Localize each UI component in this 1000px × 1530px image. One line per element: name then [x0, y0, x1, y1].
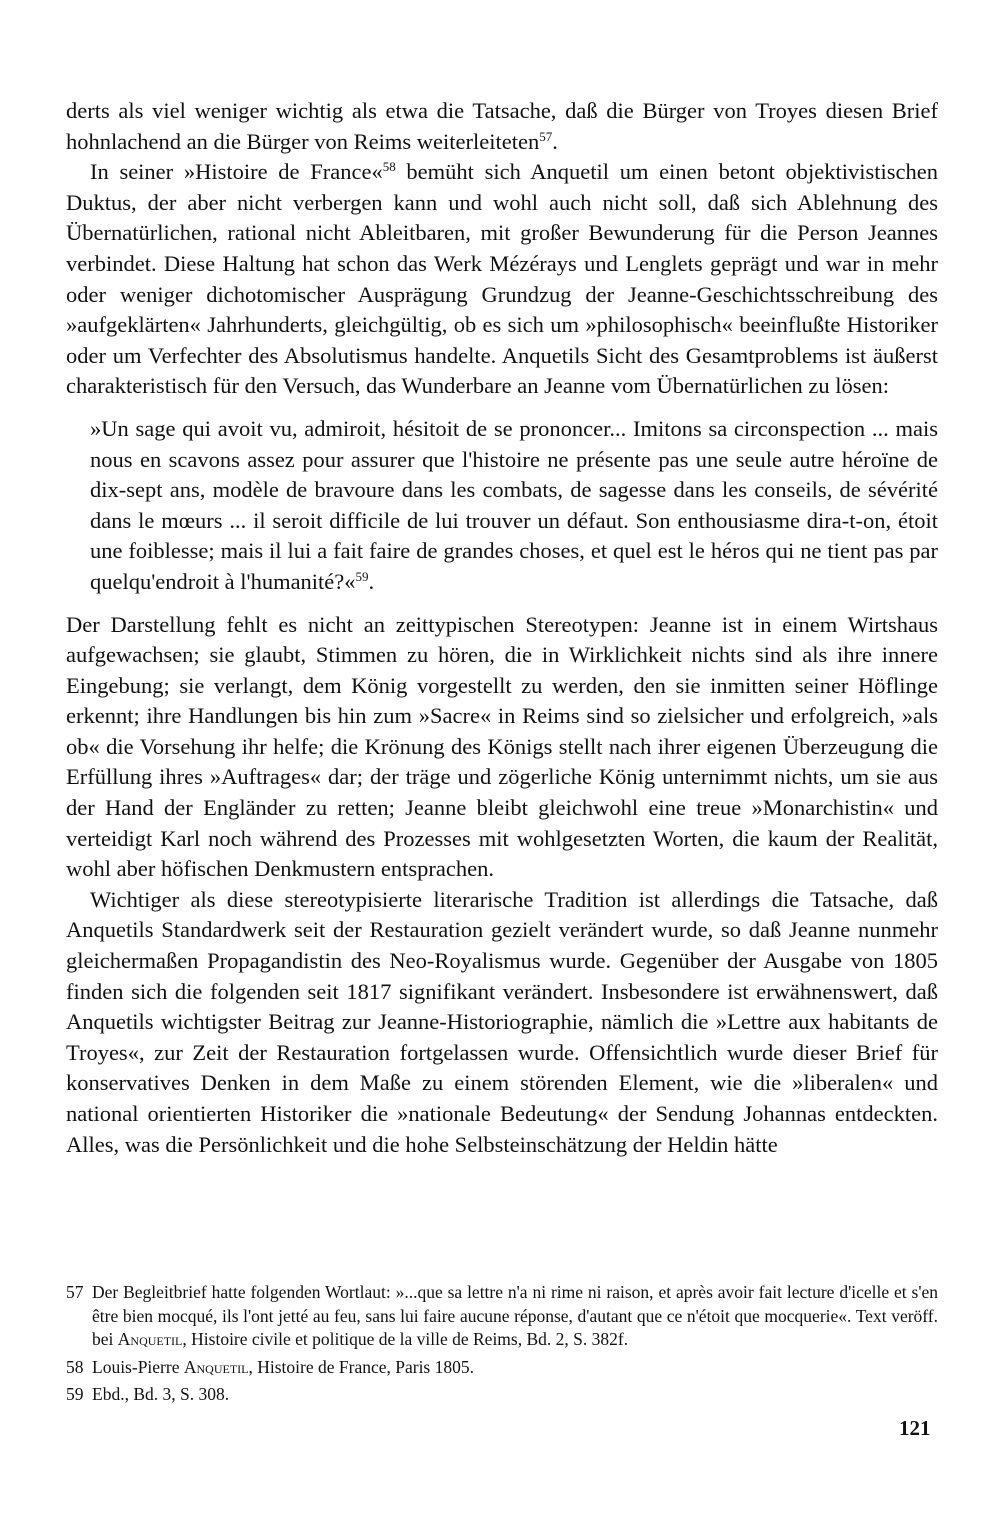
paragraph: Der Darstellung fehlt es nicht an zeittypischen Stereotypen: Jeanne ist in einem Wirtshaus aufgewachsen; sie glaubt, Stimmen zu hören, die in Wirklichkeit nichts sind als ihre innere Eingebung; sie verlangt, dem König vorgestellt zu werden, den sie inmitten seiner Höflinge erkennt; ihre Handlungen bis hin zum »Sacre« in Reims sind so zielsicher und erfolgreich, »als ob« die Vorsehung ihr helfe; die Krönung des Königs stellt nach ihrer eigenen Überzeugung die Erfüllung ihres »Auftrages« dar; der träge und zögerliche König unternimmt nichts, um sie aus der Hand der Engländer zu retten; Jeanne bleibt gleichwohl eine treue »Monarchistin« und verteidigt Karl noch während des Prozesses mit wohlgesetzten Worten, die kaum der Realität, wohl aber höfischen Denkmustern entsprachen.	[66, 611, 938, 882]
paragraph: In seiner »Histoire de France«$^{58}$ bemüht sich Anquetil um einen betont objektivistischen Duktus, der aber nicht verbergen kann und wohl auch nicht soll, daß sich Ablehnung des Übernatürlichen, rational nicht Ableitbaren, mit großer Bewunderung für die Person Jeannes verbindet. Diese Haltung hat schon das Werk Mézérays und Lenglets geprägt und war in mehr oder weniger dichotomischer Ausprägung Grundzug der Jeanne-Geschichtsschreibung des »aufgeklärten« Jahrhunderts, gleichgültig, ob es sich um »philosophisch« beeinflußte Historiker oder um Verfechter des Absolutismus handelte. Anquetils Sicht des Gesamtproblems ist äußerst charakteristisch für den Versuch, das Wunderbare an Jeanne vom Übernatürlichen zu lösen:	[66, 159, 938, 399]
footnote-number: 58	[66, 1356, 84, 1377]
page-number: 121	[899, 1416, 931, 1440]
paragraph: Wichtiger als diese stereotypisierte literarische Tradition ist allerdings die Tatsache, daß Anquetils Standardwerk seit der Restauration gezielt verändert wurde, so daß Jeanne nunmehr gleichermaßen Propagandistin des Neo-Royalismus wurde. Gegenüber der Ausgabe von 1805 finden sich die folgenden seit 1817 signifikant verändert. Insbesondere ist erwähnenswert, daß Anquetils wichtigster Beitrag zur Jeanne-Historiographie, nämlich die »Lettre aux habitants de Troyes«, zur Zeit der Restauration fortgelassen wurde. Offensichtlich wurde dieser Brief für konservatives Denken in dem Maße zu einem störenden Element, wie die »liberalen« und national orientierten Historiker die »nationale Bedeutung« der Sendung Johannas entdeckten. Alles, was die Persönlichkeit und die hohe Selbsteinschätzung der Heldin hätte	[66, 886, 938, 1157]
paragraph: derts als viel weniger wichtig als etwa die Tatsache, daß die Bürger von Troyes diesen Brief hohnlachend an die Bürger von Reims weiterleiteten$^{57}$.	[66, 98, 938, 154]
author-name: Anquetil	[117, 1329, 183, 1349]
footnote	[66, 1281, 938, 1352]
footnote-number: 59	[66, 1384, 84, 1404]
footnote	[66, 1383, 938, 1407]
footnote	[66, 1356, 938, 1380]
main-text	[66, 96, 938, 1160]
block-quote: »Un sage qui avoit vu, admiroit, hésitoit de se prononcer... Imitons sa circonspection ... mais nous en scavons assez pour assurer que l'histoire ne présente pas une seule autre héroïne de dix-sept ans, modèle de bravoure dans les combats, de sagesse dans les conseils, de sévérité dans le mœurs ... il seroit difficile de lui trouver un défaut. Son enthousiasme dira-t-on, étoit une foiblesse; mais il lui a fait faire de grandes choses, et quel est le héros qui ne tient pas par quelqu'endroit à l'humanité?«$^{59}$.	[90, 415, 938, 594]
author-name: Anquetil	[183, 1356, 249, 1377]
footnote-text: Der Begleitbrief hatte folgenden Wortlaut: »...que sa lettre n'a ni rime ni raison, et après avoir fait lecture d'icelle et s'en être bien mocqué, ils l'ont jetté au feu, sans lui faire aucune réponse, d'autant que ce n'étoit que mocquerie«. Text veröff. bei Anquetil, Histoire civile et politique de la ville de Reims, Bd. 2, S. 382f.	[92, 1282, 938, 1349]
footnote-text: Louis-Pierre Anquetil, Histoire de France, Paris 1805.	[92, 1356, 474, 1377]
footnotes	[66, 1281, 938, 1411]
footnote-ref[interactable]: 57	[539, 128, 553, 144]
footnote-ref[interactable]: 58	[382, 159, 396, 175]
footnote-number: 57	[66, 1282, 84, 1302]
footnote-text: Ebd., Bd. 3, S. 308.	[92, 1384, 230, 1404]
footnote-ref[interactable]: 59	[355, 568, 369, 584]
